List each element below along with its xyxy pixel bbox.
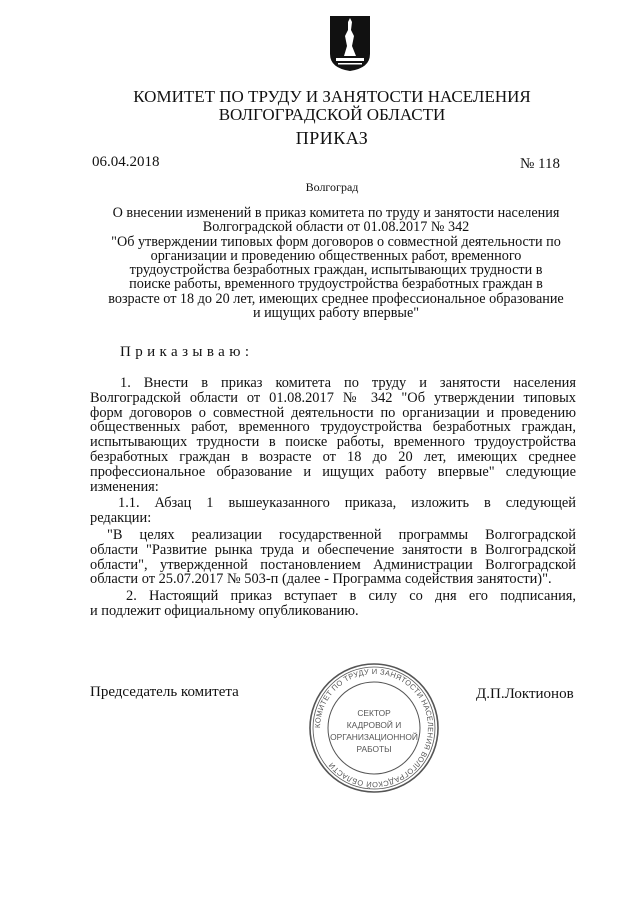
body-line: изменения: (90, 478, 159, 495)
body-line: форм договоров о совместной деятельности по организации и проведению (90, 404, 576, 421)
stamp-ring-text: КОМИТЕТ ПО ТРУДУ И ЗАНЯТОСТИ НАСЕЛЕНИЯ ВОЛГОГРАДСКОЙ ОБЛАСТИ (312, 666, 436, 790)
document-city: Волгоград (305, 180, 359, 194)
body-line: "В целях реализации государственной программы Волгоградской (107, 526, 576, 543)
document-date: 06.04.2018 (92, 154, 160, 170)
subject-line: и ищущих работу впервые" (252, 305, 420, 322)
body-line: Волгоградской области от 01.08.2017 № 342 "Об утверждении типовых (90, 389, 576, 406)
document-body (90, 376, 576, 619)
subject-line: "Об утверждении типовых форм договоров о совместной деятельности по (111, 233, 561, 250)
body-line: 2. Настоящий приказ вступает в силу со дня его подписания, (126, 588, 576, 605)
subject-line: возрасте от 18 до 20 лет, имеющих среднее профессиональное образование (108, 290, 564, 307)
organization-name-line1: КОМИТЕТ ПО ТРУДУ И ЗАНЯТОСТИ НАСЕЛЕНИЯ (133, 87, 531, 106)
stamp-center-line: ОРГАНИЗАЦИОННОЙ (330, 732, 418, 742)
document-number: № 118 (520, 156, 561, 172)
signatory-name: Д.П.Локтионов (476, 686, 574, 702)
body-line: 1. Внести в приказ комитета по труду и занятости населения (120, 375, 576, 391)
body-line: профессиональное образование и ищущих работу впервые" следующие (90, 463, 576, 480)
official-stamp-icon (306, 660, 442, 796)
stamp-center-line: РАБОТЫ (356, 744, 392, 754)
subject-line: О внесении изменений в приказ комитета по труду и занятости населения (112, 205, 560, 221)
body-line: безработных граждан в возрасте от 18 до 20 лет, имеющих среднее (90, 448, 576, 465)
subject-line: организации и проведению общественных работ, временного (150, 247, 522, 264)
body-line: области от 25.07.2017 № 503-п (далее - Программа содействия занятости)". (90, 571, 552, 588)
volgograd-coat-of-arms-icon (328, 14, 372, 72)
body-line: испытывающих трудности в поиске работы, временного трудоустройства (90, 434, 576, 451)
subject-line: поиске работы, временного трудоустройства безработных граждан в (129, 276, 543, 293)
subject-line: Волгоградской области от 01.08.2017 № 342 (202, 219, 470, 236)
organization-name-line2: ВОЛГОГРАДСКОЙ ОБЛАСТИ (218, 105, 446, 124)
order-word: Приказываю: (120, 344, 254, 360)
body-line: области "Развитие рынка труда и обеспечение занятости в Волгоградской (90, 541, 576, 558)
document-type: ПРИКАЗ (295, 128, 369, 148)
stamp-center-line: СЕКТОР (357, 708, 391, 718)
stamp-center-line: КАДРОВОЙ И (346, 720, 402, 730)
body-line: редакции: (90, 510, 152, 527)
body-line: общественных работ, временного трудоустройства безработных граждан, (90, 419, 576, 436)
body-line: 1.1. Абзац 1 вышеуказанного приказа, изложить в следующей (118, 495, 576, 512)
document-subject (86, 206, 586, 320)
signatory-title: Председатель комитета (90, 684, 239, 700)
body-line: и подлежит официальному опубликованию. (90, 602, 359, 619)
subject-line: трудоустройства безработных граждан, испытывающих трудности в (129, 262, 543, 279)
body-line: области", утвержденной постановлением Администрации Волгоградской (90, 556, 576, 573)
